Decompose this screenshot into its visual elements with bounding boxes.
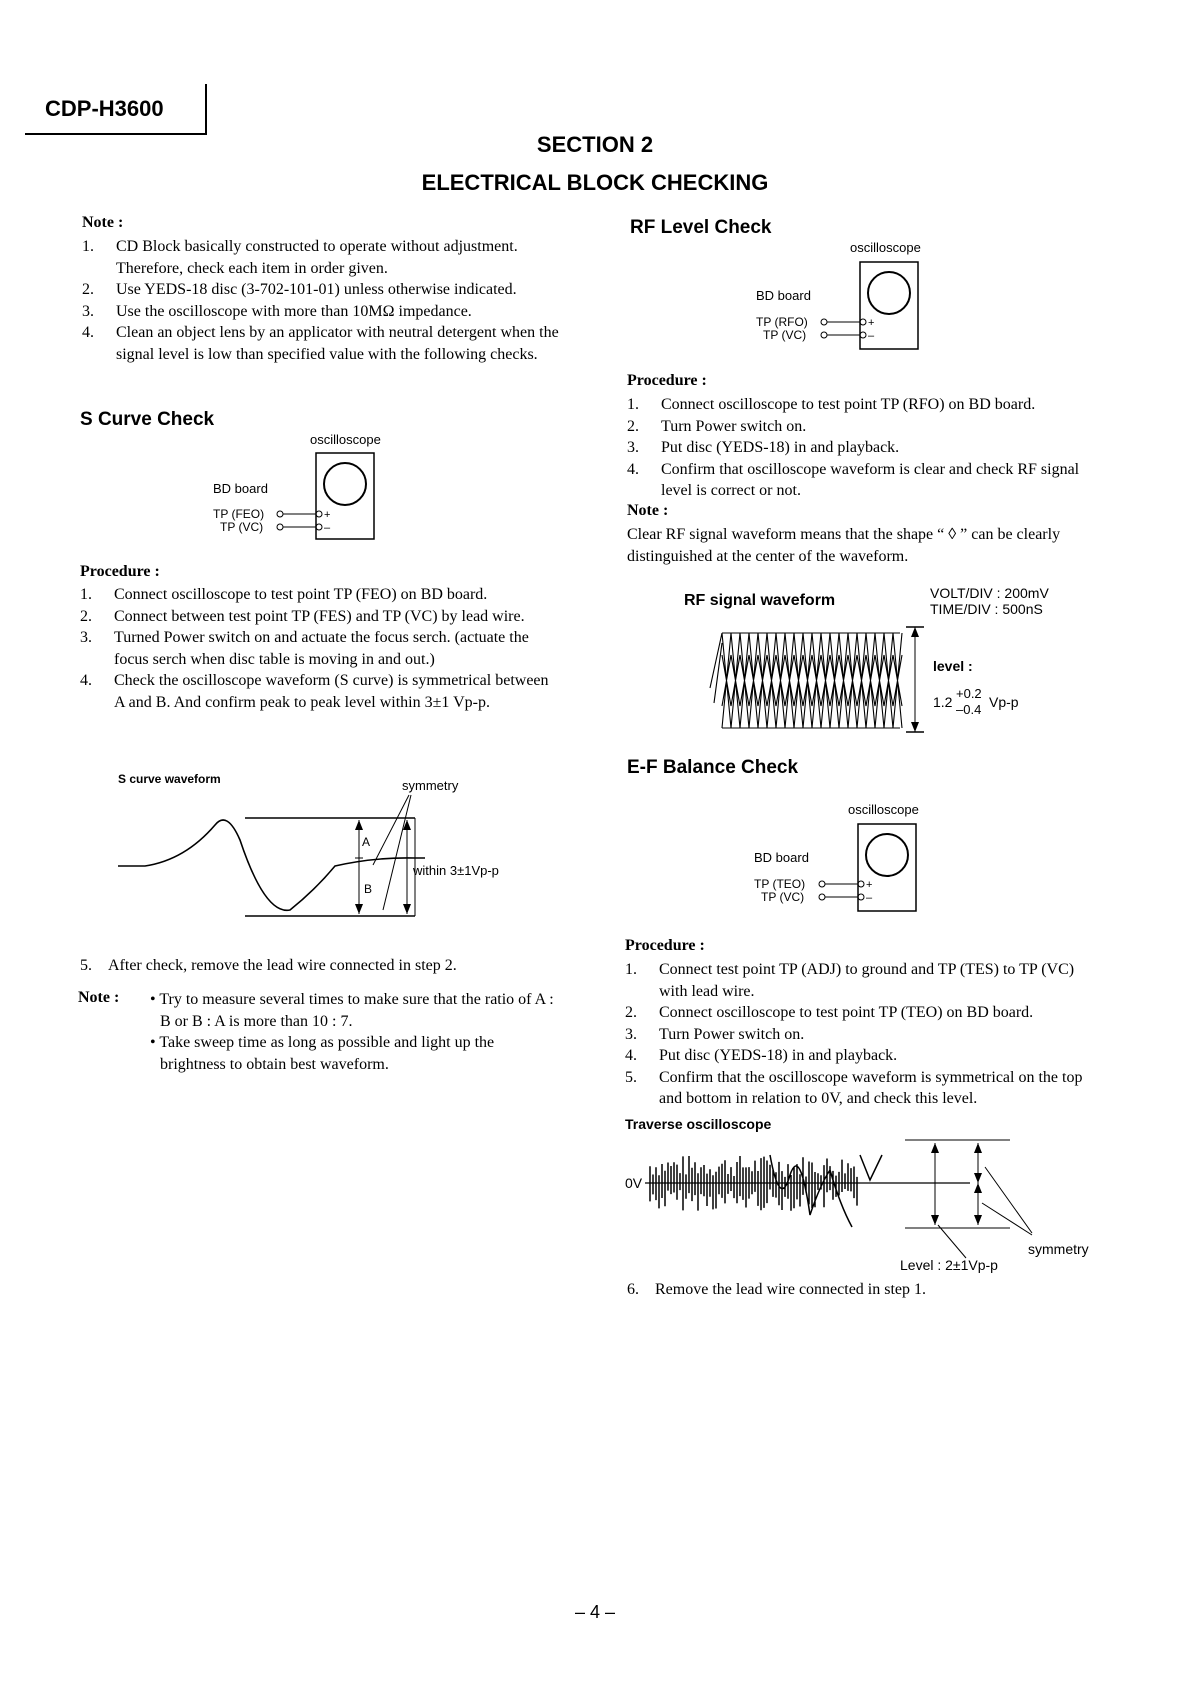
minus-label: – [324,522,331,534]
a-label: A [362,835,371,849]
step-6: 6. Remove the lead wire connected in step 1. [627,1281,927,1298]
page-title: ELECTRICAL BLOCK CHECKING [421,170,769,195]
procedure-step: 4. Check the oscilloscope waveform (S curve) is symmetrical between A and B. And confirm peak to peak level within 3±1 Vp-p. [80,672,549,711]
board-label: BD board [213,481,268,496]
note2-label: Note : [78,989,120,1006]
volt-div-label: VOLT/DIV : 200mV [930,585,1049,601]
symmetry-label: symmetry [402,778,459,793]
rf-level-heading: RF Level Check [630,217,772,238]
oscilloscope-label: oscilloscope [848,802,919,817]
traverse-title: Traverse oscilloscope [625,1116,772,1132]
oscilloscope-label: oscilloscope [310,432,381,447]
tp-vc-label: TP (VC) [220,520,264,534]
board-label: BD board [754,850,809,865]
zero-volt-label: 0V [625,1175,643,1191]
procedure-step: 2. Connect between test point TP (FES) and TP (VC) by lead wire. [80,607,525,625]
model-number: CDP-H3600 [45,96,164,121]
level-label: level : [933,658,973,674]
s-curve-trace [118,820,425,910]
procedure-step: 1. Connect test point TP (ADJ) to ground and TP (TES) to TP (VC) with lead wire. [625,961,1075,1000]
note2-bullet: • Try to measure several times to make sure that the ratio of A : B or B : A is more than 10 : 7. [150,991,554,1030]
procedure-step: 4. Confirm that oscilloscope waveform is clear and check RF signal level is correct or not. [627,460,1080,499]
procedure-step: 4. Put disc (YEDS-18) in and playback. [625,1047,898,1064]
s-curve-procedure-list [80,584,560,713]
plus-label: + [866,879,873,891]
level-unit: Vp-p [989,694,1019,710]
oscilloscope-screen [324,463,366,505]
tolerance-minus: –0.4 [956,702,982,717]
b-label: B [364,882,373,896]
note-list [82,236,562,365]
traverse-trace [650,1155,882,1227]
tp-vc-label: TP (VC) [761,890,805,904]
page-number: – 4 – [574,1602,616,1622]
level-value: 1.2 [933,694,953,710]
board-label: BD board [756,288,811,303]
ef-balance-heading: E-F Balance Check [627,757,799,778]
section-number: SECTION 2 [536,132,654,157]
oscilloscope-screen [866,834,908,876]
s-curve-heading: S Curve Check [80,409,215,430]
procedure-step: 5. Confirm that the oscilloscope waveform is symmetrical on the top and bottom in relation to 0V, and check this level. [625,1068,1083,1107]
note2-bullets [150,989,560,1075]
note-item: 2. Use YEDS-18 disc (3-702-101-01) unless otherwise indicated. [82,281,517,298]
rf-note-label: Note : [627,502,669,519]
s-curve-connection-diagram [200,430,390,545]
note-item: 4. Clean an object lens by an applicator with neutral detergent when the signal level is low than specified value with the following checks. [82,324,559,363]
s-curve-procedure-label: Procedure : [80,563,160,580]
procedure-step: 2. Connect oscilloscope to test point TP (TEO) on BD board. [625,1004,1034,1021]
s-curve-waveform-title: S curve waveform [118,772,221,786]
rf-note-text: Clear RF signal waveform means that the shape “ ◊ ” can be clearly distinguished at the center of the waveform. [627,526,1061,565]
plus-label: + [324,509,331,521]
tp-feo-label: TP (FEO) [213,507,265,521]
ef-procedure-list [625,959,1105,1110]
procedure-step: 3. Turn Power switch on. [625,1025,805,1043]
step-5: 5. After check, remove the lead wire connected in step 2. [80,957,457,974]
ef-procedure-label: Procedure : [625,937,705,954]
traverse-waveform [620,1115,1105,1275]
note-item: 3. Use the oscilloscope with more than 10MΩ impedance. [82,302,472,320]
rf-procedure-label: Procedure : [627,372,707,389]
rf-connection-diagram [750,238,940,353]
time-div-label: TIME/DIV : 500nS [930,601,1043,617]
tp-vc-label: TP (VC) [763,328,807,342]
rf-waveform-title: RF signal waveform [684,592,836,609]
level-label: Level : 2±1Vp-p [900,1257,998,1273]
procedure-step: 2. Turn Power switch on. [627,417,807,435]
plus-label: + [868,317,875,329]
ef-connection-diagram [748,800,938,915]
note-label: Note : [82,214,124,231]
tp-rfo-label: TP (RFO) [756,315,808,329]
procedure-step: 1. Connect oscilloscope to test point TP (RFO) on BD board. [627,396,1036,413]
oscilloscope-screen [868,272,910,314]
minus-label: – [868,330,875,342]
rf-eye-pattern [710,633,902,728]
tp-teo-label: TP (TEO) [754,877,806,891]
procedure-step: 3. Turned Power switch on and actuate the focus serch. (actuate the focus serch when disc table is moving in and out.) [80,629,529,668]
procedure-step: 1. Connect oscilloscope to test point TP (FEO) on BD board. [80,586,488,603]
s-curve-waveform [115,770,555,930]
procedure-step: 3. Put disc (YEDS-18) in and playback. [627,439,900,456]
note2-bullet: • Take sweep time as long as possible and light up the brightness to obtain best waveform. [150,1034,495,1073]
rf-procedure-list [627,394,1107,502]
tolerance-plus: +0.2 [956,686,982,701]
minus-label: – [866,892,873,904]
within-level-label: within 3±1Vp-p [413,863,499,878]
rf-signal-waveform [680,585,1100,735]
oscilloscope-label: oscilloscope [850,240,921,255]
symmetry-label: symmetry [1028,1241,1089,1257]
note-item: 1. CD Block basically constructed to operate without adjustment. Therefore, check each item in order given. [82,238,518,277]
